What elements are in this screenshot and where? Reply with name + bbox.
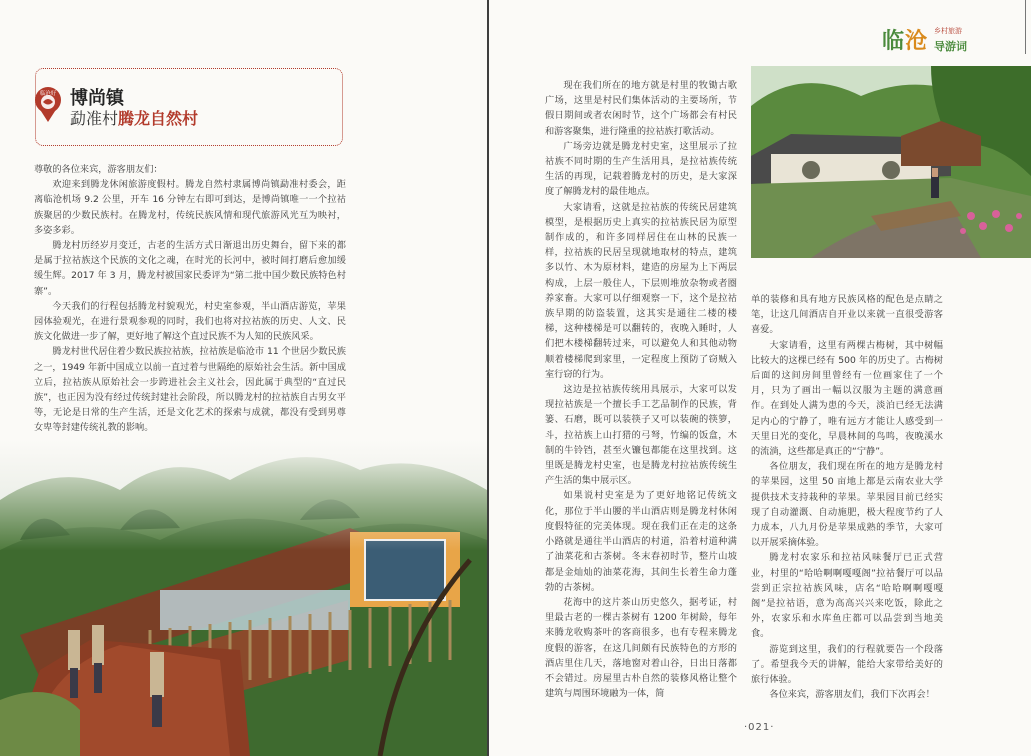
paragraph: 今天我们的行程包括腾龙村貌观光，村史室参观，半山酒店游览，苹果园体验观光，在进行景观参观的同时，我们也将对拉祜族的历史、人文、民族文化做进一步了解，更好地了解这个直过民族不为人知的民族风采。 — [34, 300, 346, 343]
paragraph: 大家请看，这就是拉祜族的传统民居建筑模型，是根据历史上真实的拉祜族民居为原型制作成的，和许多同样居住在山林的民族一样，拉祜族的民居呈现就地取材的特点，建筑多以竹、木为原材料，建造的房屋为上下两层构成，上层一般住人，下层则堆放杂物或者圈养家畜。大家可以仔细观察一下，这个是拉祜族早期的防盗装置，这其实是通往二楼的楼梯，这种楼梯是可以翻转的，夜晚入睡时，人们把木楼梯翻转过来，可以避免人和其他动物顺着楼梯爬到家里，一定程度上预防了窃贼入室行窃的行为。 — [545, 201, 737, 380]
paragraph: 广场旁边就是腾龙村史室，这里展示了拉祜族不同时期的生产生活用具，是拉祜族传统生活的再现，记载着腾龙村的历史，是大家深度了解腾龙村的最佳地点。 — [545, 140, 737, 198]
paragraph: 各位来宾，游客朋友们，我们下次再会！ — [769, 689, 935, 701]
brand-subtitle: 导游词 — [934, 40, 967, 53]
greeting: 尊敬的各位来宾，游客朋友们： — [34, 164, 163, 175]
brand-tagline: 乡村旅游 — [934, 27, 962, 35]
paragraph: 腾龙村世代居住着少数民族拉祜族，拉祜族是临沧市 11 个世居少数民族之一，1949 年新中国成立以前一直过着与世隔绝的原始社会生活。新中国成立后，拉祜族从原始社会一步跨进社会主义社会，因此属于典型的“直过民族”，也正因为没有经过传统封建社会阶段，所以腾龙村的拉祜族自古男女平等，无论是日常的生产生活，还是文化艺术的探索与成就，都没有受到男尊女卑等封建传统礼教的影响。 — [34, 346, 346, 434]
village-title — [70, 106, 198, 129]
paragraph: 游览到这里，我们的行程就要告一个段落了。希望我今天的讲解，能给大家带给美好的旅行体验。 — [751, 643, 943, 686]
paragraph: 花海中的这片茶山历史悠久，据考证，村里最古老的一棵古茶树有 1200 年树龄，每年来腾龙收购茶叶的客商很多，也有专程来腾龙度假的游客，在这几间颇有民族特色的方形的酒店里住几天，落地窗对着山谷，日出日落都不会错过。房屋里古朴自然的装修风格让整个建筑与周围环境融为一体，简 — [545, 596, 737, 700]
article-column-1 — [545, 78, 737, 701]
paragraph: 腾龙村农家乐和拉祜风味餐厅已正式营业，村里的“哈哈啊啊嘎嘎阁”拉祜餐厅可以品尝到正宗拉祜族风味，店名“哈哈啊啊嘎嘎阁”是拉祜语，意为高高兴兴来吃饭，除此之外，农家乐和水库鱼庄都可以品尝到当地美食。 — [751, 552, 943, 640]
village-hillside-photo — [0, 440, 487, 756]
paragraph: 现在我们所在的地方就是村里的牧锄古歌广场，这里是村民们集体活动的主要场所，节假日期间或者农闲时节，这个广场都会有村民和游客聚集，进行隆重的拉祜族打歌活动。 — [545, 80, 737, 137]
left-page — [0, 0, 487, 756]
page-number: ·021· — [744, 722, 775, 733]
paragraph: 大家请看，这里有两棵古梅树，其中树幅比较大的这棵已经有 500 年的历史了。古梅树后面的这间房间里曾经有一位画家住了一个月，只为了画出一幅以汉服为主题的满意画作。在到处人满为患的今天，淡泊已经无法满足内心的宁静了，唯有远方才能让人感受到一天里日光的变化，早晨林间的鸟鸣，夜晚溪水的流淌，这些都是真正的“宁静”。 — [751, 339, 943, 458]
left-article-text — [34, 162, 346, 436]
brand-divider — [1025, 0, 1026, 54]
town-title: 博尚镇 — [70, 88, 124, 109]
paragraph: 单的装修和具有地方民族风格的配色是点睛之笔，让这几间酒店自开业以来就一直很受游客喜爱。 — [751, 294, 943, 336]
paragraph: 欢迎来到腾龙休闲旅游度假村。腾龙自然村隶属博尚镇勐准村委会，距离临沧机场 9.2 公里，开车 16 分钟左右即可到达，是博尚镇唯一一个拉祜族聚居的少数民族村。在腾龙村，传统民族风情和现代旅游风光互为映衬，多姿多彩。 — [34, 179, 346, 236]
right-page — [489, 0, 1031, 756]
village-houses-photo — [751, 66, 1031, 258]
paragraph: 各位朋友，我们现在所在的地方是腾龙村的苹果园，这里 50 亩地上都是云南农业大学提供技术支持栽种的苹果。苹果园目前已经实现了自动灌溉、自动施肥，极大程度节约了人力成本，八九月份是苹果成熟的季节，大家可以开展采摘体验。 — [751, 461, 943, 549]
brand-title — [882, 24, 928, 55]
village-highlight: 腾龙自然村 — [118, 109, 199, 128]
region-badge-icon — [33, 86, 63, 122]
paragraph: 腾龙村历经岁月变迁，古老的生活方式日渐退出历史舞台，留下来的都是属于拉祜族这个民族的文化之魂，在时光的长河中，被时间打磨后愈加缓缓生辉。2017 年 3 月，腾龙村被国家民委评为“第二批中国少数民族特色村寨”。 — [34, 240, 346, 297]
svg-text:临沧好: 临沧好 — [39, 91, 57, 97]
brand-char-1: 临 — [882, 29, 906, 54]
article-column-2 — [751, 292, 943, 702]
village-prefix: 勐准村 — [70, 109, 119, 128]
paragraph: 如果说村史室是为了更好地铭记传统文化，那位于半山腰的半山酒店则是腾龙村休闲度假特征的完美体现。现在我们正在走的这条小路就是通往半山酒店的村道，沿着村道种满了油菜花和古茶树。冬末春初时节，整片山坡都是金灿灿的油菜花海，其间生长着生命力蓬勃的古茶树。 — [545, 490, 737, 593]
paragraph: 这边是拉祜族传统用具展示，大家可以发现拉祜族是一个擅长手工艺品制作的民族，背篓、石磨，既可以装筷子又可以装碗的筷箩，斗，拉祜族上山打猎的弓弩，竹编的饭盒，木制的牛铃铛，甚至火镰包都能在这里找到。这里既是腾龙村史室，也是腾龙村拉祜族传统生产生活的集中展示区。 — [545, 384, 737, 487]
brand-char-2: 沧 — [905, 29, 929, 54]
series-brand-logo — [882, 24, 1027, 56]
